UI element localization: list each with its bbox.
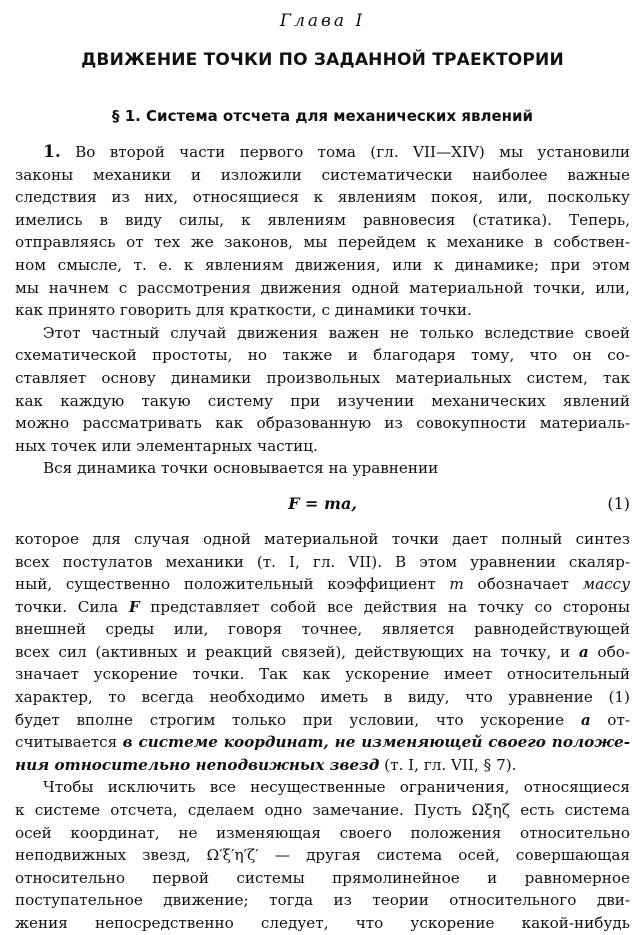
text-line: ставляет основу динамики произвольных материальных систем, так — [15, 368, 630, 387]
text-line: точки. Сила F представляет собой все действия на точку со стороны — [15, 597, 630, 616]
text-line: ном смысле, т. е. к явлениям движения, или к динамике; при этом — [15, 255, 630, 274]
text-line: всех сил (активных и реакций связей), действующих на точку, и a обо- — [15, 642, 630, 661]
text-line: ный, существенно положительный коэффициент m обозначает массу — [15, 575, 630, 594]
body-text — [15, 141, 630, 935]
text-line: значает ускорение точки. Так как ускорение имеет относительный — [15, 665, 630, 684]
paragraph-number: 1. — [43, 142, 61, 162]
text-line: отправляясь от тех же законов, мы перейдем к механике в собствен- — [15, 233, 630, 252]
text-line: как принято говорить для краткости, с динамики точки. — [15, 301, 472, 320]
text-line: будет вполне строгим только при условии, что ускорение a от- — [15, 710, 630, 729]
text-line: относительно первой системы прямолинейное и равномерное — [15, 868, 630, 887]
text-line: следствия из них, относящиеся к явлениям покоя, или, поскольку — [15, 188, 630, 207]
text-line: характер, то всегда необходимо иметь в виду, что уравнение (1) — [15, 688, 630, 707]
text-line: всех постулатов механики (т. I, гл. VII). В этом уравнении скаляр- — [15, 552, 630, 571]
text-line: к системе отсчета, сделаем одно замечание. Пусть Ωξηζ есть система — [15, 801, 630, 820]
text-line: Чтобы исключить все несущественные ограничения, относящиеся — [43, 778, 630, 797]
section-heading: § 1. Система отсчета для механических явлений — [111, 107, 534, 125]
text-line: можно рассматривать как образованную из совокупности материаль- — [15, 414, 630, 433]
equation-expression: F = ma, — [288, 493, 357, 513]
text-line: неподвижных звезд, Ω′ξ′η′ζ′ — другая система осей, совершающая — [15, 846, 630, 865]
equation-number: (1) — [607, 493, 630, 513]
text-line: осей координат, не изменяющая своего положения относительно — [15, 823, 630, 842]
text-line: схематической простоты, но также и благодаря тому, что он со- — [15, 346, 630, 365]
text-line: ных точек или элементарных частиц. — [15, 436, 318, 455]
text-line: как каждую такую систему при изучении механических явлений — [15, 391, 630, 410]
text-line: 1. Во второй части первого тома (гл. VII—XIV) мы установили — [43, 142, 630, 162]
text-line: считывается в системе координат, не изменяющей своего положе- — [15, 733, 630, 752]
text-line: внешней среды или, говоря точнее, является равнодействующей — [15, 620, 630, 639]
text-line: Вся динамика точки основывается на уравнении — [43, 459, 439, 478]
text-line: поступательное движение; тогда из теории относительного дви- — [15, 891, 630, 910]
equation — [15, 480, 630, 528]
chapter-heading: Глава I — [279, 11, 366, 31]
text-line: которое для случая одной материальной точки дает полный синтез — [15, 529, 630, 548]
chapter-title: ДВИЖЕНИЕ ТОЧКИ ПО ЗАДАННОЙ ТРАЕКТОРИИ — [81, 50, 564, 70]
text-line: мы начнем с рассмотрения движения одной материальной точки, или, — [15, 278, 630, 297]
text-line: ния относительно неподвижных звезд (т. I, гл. VII, § 7). — [15, 755, 517, 774]
text-line: Этот частный случай движения важен не только вследствие своей — [43, 323, 630, 342]
text-line: имелись в виду силы, к явлениям равновесия (статика). Теперь, — [15, 210, 630, 229]
text-line: жения непосредственно следует, что ускорение какой-нибудь — [15, 914, 630, 932]
text-line: законы механики и изложили систематически наиболее важные — [15, 165, 630, 184]
